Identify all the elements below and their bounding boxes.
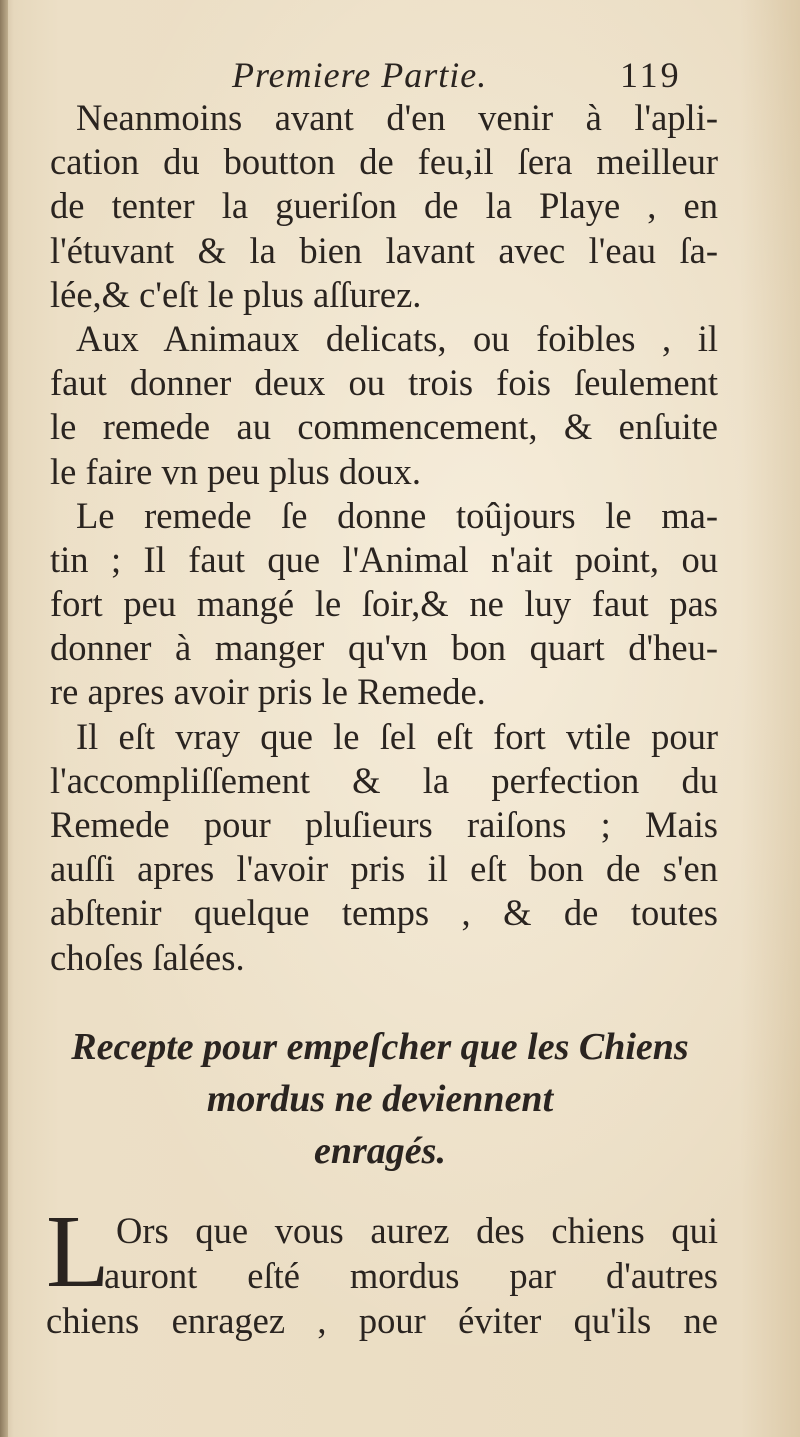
text-line: faut donner deux ou trois fois ſeulement <box>50 362 718 404</box>
text-line: cation du boutton de feu,il ſera meilleur <box>50 141 718 183</box>
final-paragraph <box>46 1194 718 1343</box>
text-line: choſes ſalées. <box>50 936 245 978</box>
page-header <box>0 46 800 96</box>
text-line: auront eſté mordus par d'autres <box>104 1255 718 1296</box>
text-line: re apres avoir pris le Remede. <box>50 671 486 713</box>
text-line: abſtenir quelque temps , & de toutes <box>50 892 718 934</box>
paragraph-1 <box>50 96 718 317</box>
text-line: fort peu mangé le ſoir,& ne luy faut pas <box>50 583 718 625</box>
text-line: le remede au commencement, & enſuite <box>50 406 718 448</box>
text-line: le faire vn peu plus doux. <box>50 450 421 492</box>
text-line: Remede pour pluſieurs raiſons ; Mais <box>50 804 718 845</box>
text-line: l'étuvant & la bien lavant avec l'eau ſa- <box>50 229 718 271</box>
text-line: Aux Animaux delicats, ou foibles , il <box>76 317 718 359</box>
paragraph-2 <box>50 317 718 494</box>
text-line: lée,& c'eſt le plus aſſurez. <box>50 273 422 315</box>
running-head: Premiere Partie. <box>232 55 488 95</box>
page-number: 119 <box>620 55 682 95</box>
text-line: Ors que vous aurez des chiens qui <box>116 1210 718 1251</box>
text-line: Il eſt vray que le ſel eſt fort vtile pour <box>76 715 718 757</box>
heading-line: mordus ne deviennent <box>206 1078 554 1120</box>
text-line: l'accompliſſement & la perfection du <box>50 759 718 801</box>
paragraph-4 <box>50 715 718 980</box>
body-text <box>50 96 718 980</box>
text-line: Neanmoins avant d'en venir à l'apli- <box>76 97 718 138</box>
text-line: tin ; Il faut que l'Animal n'ait point, ou <box>50 538 718 580</box>
text-line: Le remede ſe donne toûjours le ma- <box>76 494 718 536</box>
heading-line: enragés. <box>314 1130 446 1172</box>
text-line: auſſi apres l'avoir pris il eſt bon de s'en <box>50 848 718 890</box>
book-gutter <box>0 0 8 1437</box>
text-line: chiens enragez , pour éviter qu'ils ne <box>46 1300 718 1341</box>
paragraph-3 <box>50 494 718 715</box>
heading-line: Recepte pour empeſcher que les Chiens <box>71 1026 689 1068</box>
text-line: de tenter la gueriſon de la Playe , en <box>50 185 718 227</box>
text-line: donner à manger qu'vn bon quart d'heu- <box>50 627 718 669</box>
drop-cap: L <box>46 1194 110 1309</box>
section-heading <box>40 1022 720 1178</box>
